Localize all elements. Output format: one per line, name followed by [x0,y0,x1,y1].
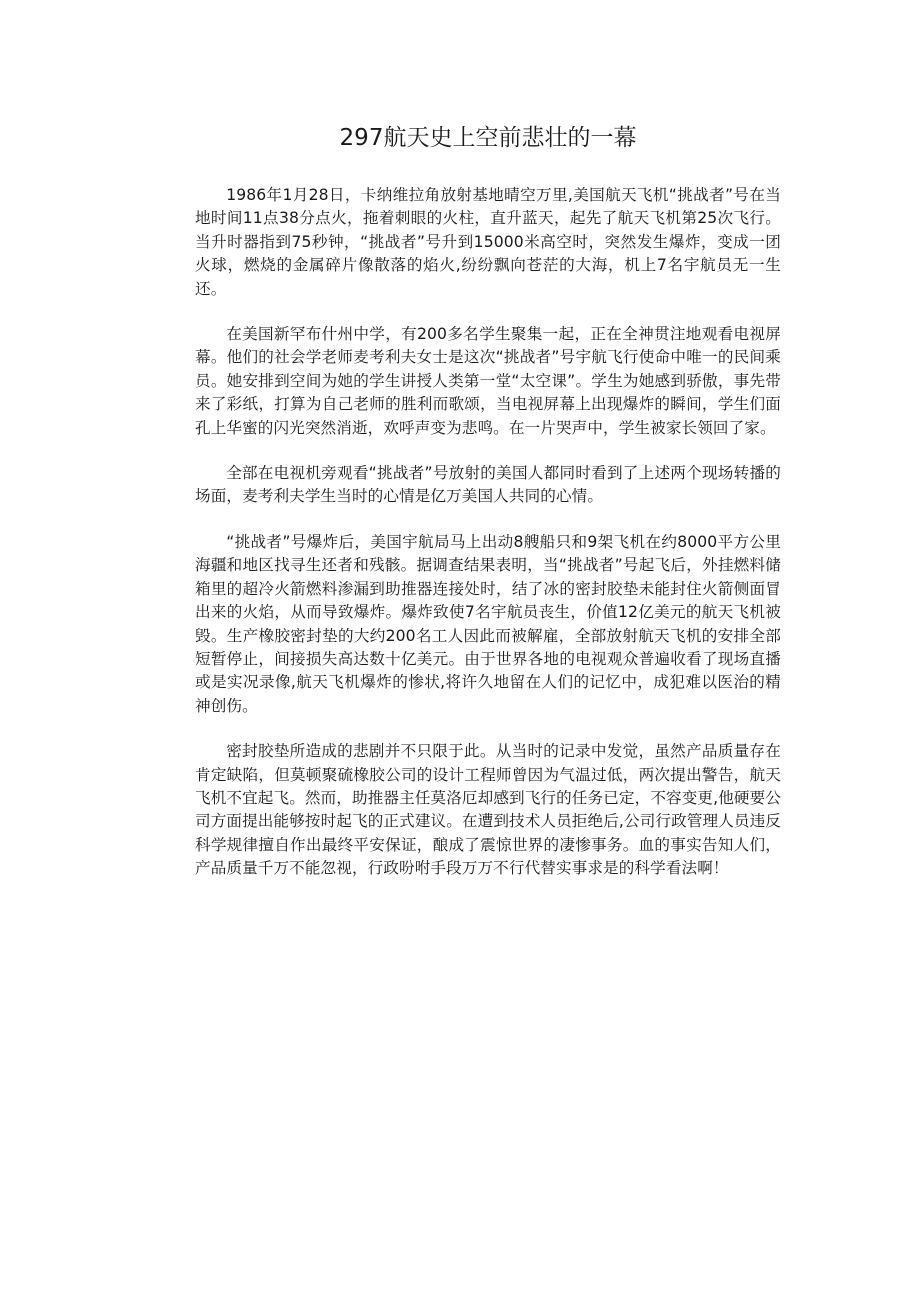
document-page [195,118,781,903]
document-title: 297航天史上空前悲壮的一幕 [339,125,637,151]
paragraph-3: 全部在电视机旁观看“挑战者”号放射的美国人都同时看到了上述两个现场转播的场面，麦考利夫学生当时的心情是亿万美国人共同的心情。 [195,464,781,506]
paragraph-5: 密封胶垫所造成的悲剧并不只限于此。从当时的记录中发觉，虽然产品质量存在肯定缺陷，但莫顿聚硫橡胶公司的设计工程师曾因为气温过低，两次提出警告，航天飞机不宜起飞。然而，助推器主任莫洛厄却感到飞行的任务已定，不容变更,他硬要公司方面提出能够按时起飞的正式建议。在遭到技术人员拒绝后,公司行政管理人员违反科学规律擅自作出最终平安保证，酿成了震惊世界的凄惨事务。血的事实告知人们，产品质量千万不能忽视，行政吩咐手段万万不行代替实事求是的科学看法啊！ [195,742,781,878]
paragraph-2: 在美国新罕布什州中学，有200多名学生聚集一起，正在全神贯注地观看电视屏幕。他们的社会学老师麦考利夫女士是这次“挑战者”号宇航飞行使命中唯一的民间乘员。她安排到空间为她的学生讲授人类第一堂“太空课”。学生为她感到骄傲，事先带来了彩纸，打算为自己老师的胜利而歌颂，当电视屏幕上出现爆炸的瞬间，学生们面孔上华蜜的闪光突然消逝，欢呼声变为悲鸣。在一片哭声中，学生被家长领回了家。 [195,325,781,437]
paragraph-1: 1986年1月28日，卡纳维拉角放射基地晴空万里,美国航天飞机“挑战者”号在当地时间11点38分点火，拖着刺眼的火柱，直升蓝天，起先了航天飞机第25次飞行。当升时器指到75秒钟，“挑战者”号升到15000米高空时，突然发生爆炸，变成一团火球，燃烧的金属碎片像散落的焰火,纷纷飘向苍茫的大海，机上7名宇航员无一生还。 [195,186,781,298]
paragraph-4: “挑战者”号爆炸后，美国宇航局马上出动8艘船只和9架飞机在约8000平方公里海疆和地区找寻生还者和残骸。据调查结果表明，当“挑战者”号起飞后，外挂燃料储箱里的超冷火箭燃料渗漏到助推器连接处时，结了冰的密封胶垫未能封住火箭侧面冒出来的火焰，从而导致爆炸。爆炸致使7名宇航员丧生，价值12亿美元的航天飞机被毁。生产橡胶密封垫的大约200名工人因此而被解雇，全部放射航天飞机的安排全部短暂停止，间接损失高达数十亿美元。由于世界各地的电视观众普遍收看了现场直播或是实况录像,航天飞机爆炸的惨状,将许久地留在人们的记忆中，成犯难以医治的精神创伤。 [195,532,781,715]
